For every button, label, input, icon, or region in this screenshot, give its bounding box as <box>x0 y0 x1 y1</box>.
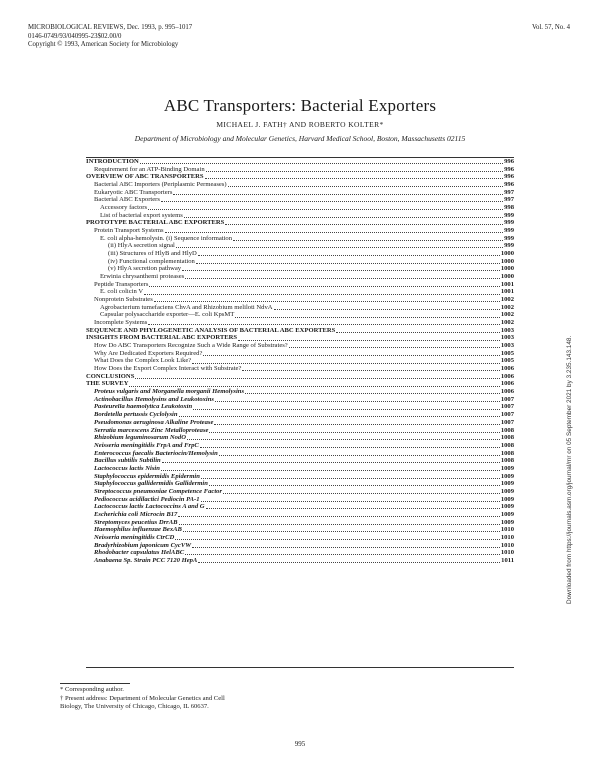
toc-leader-dots <box>140 163 503 164</box>
toc-leader-dots <box>183 531 500 532</box>
toc-leader-dots <box>179 416 500 417</box>
toc-entry-label: (iii) Structures of HlyB and HlyD <box>108 250 197 258</box>
toc-entry-label: Protein Transport Systems <box>94 227 164 235</box>
toc-entry <box>86 296 514 304</box>
toc-entry-page: 1007 <box>500 403 514 411</box>
toc-entry-label: Capsular polysaccharide exporter—E. coli KpsMT <box>100 311 235 319</box>
toc-leader-dots <box>233 240 503 241</box>
toc-leader-dots <box>198 562 500 563</box>
toc-entry-label: Rhodobacter capsulatus HelABC <box>94 549 185 557</box>
toc-leader-dots <box>205 178 504 179</box>
toc-entry-page: 1008 <box>500 426 514 434</box>
toc-entry-label: Pediococcus acidilactici Pediocin PA-1 <box>94 495 200 503</box>
toc-entry <box>86 526 514 534</box>
toc-leader-dots <box>214 424 499 425</box>
toc-leader-dots <box>336 332 499 333</box>
toc-leader-dots <box>206 508 500 509</box>
toc-entry-label: Lactococcus lactis Nisin <box>94 464 160 472</box>
volume-number: Vol. 57, No. 4 <box>531 24 570 31</box>
toc-entry-page: 1009 <box>500 495 514 503</box>
footnotes <box>60 686 225 712</box>
toc-entry-label: Enterococcus faecalis Bacteriocin/Hemolysin <box>94 449 218 457</box>
toc-entry <box>86 158 514 166</box>
toc-entry <box>86 181 514 189</box>
toc-entry-page: 1007 <box>500 395 514 403</box>
toc-leader-dots <box>162 462 500 463</box>
toc-leader-dots <box>161 201 503 202</box>
toc-leader-dots <box>144 294 500 295</box>
toc-entry-page: 997 <box>504 196 514 204</box>
toc-leader-dots <box>206 171 503 172</box>
toc-entry-page: 1001 <box>500 280 514 288</box>
toc-leader-dots <box>148 209 503 210</box>
toc-leader-dots <box>192 547 500 548</box>
toc-entry-page: 999 <box>504 219 514 227</box>
toc-entry-label: Accessory factors <box>100 204 148 212</box>
toc-entry-label: Staphylococcus epidermidis Epidermin <box>94 472 200 480</box>
toc-leader-dots <box>179 524 500 525</box>
toc-entry-label: Neisseria meningitidis CtrCD <box>94 533 175 541</box>
toc-leader-dots <box>178 516 499 517</box>
toc-entry-label: Peptide Transporters <box>94 280 149 288</box>
toc-entry <box>86 304 514 312</box>
toc-bottom-rule <box>86 667 514 668</box>
toc-entry-label: Streptomyces peucetius DrrAB <box>94 518 178 526</box>
toc-entry <box>86 219 514 227</box>
toc-entry-label: Erwinia chrysanthemi proteases <box>100 273 185 281</box>
toc-leader-dots <box>203 355 499 356</box>
toc-entry-label: Proteus vulgaris and Morganella morganii Hemolysins <box>94 388 245 396</box>
toc-entry <box>86 258 514 266</box>
toc-entry-page: 1009 <box>500 487 514 495</box>
toc-entry-page: 997 <box>504 188 514 196</box>
toc-entry <box>86 311 514 319</box>
toc-leader-dots <box>198 255 500 256</box>
table-of-contents <box>86 158 514 565</box>
toc-entry-page: 1006 <box>500 388 514 396</box>
journal-header <box>28 24 192 50</box>
toc-entry <box>86 227 514 235</box>
toc-entry-page: 1007 <box>500 411 514 419</box>
toc-leader-dots <box>201 478 500 479</box>
toc-entry <box>86 373 514 381</box>
toc-entry <box>86 473 514 481</box>
toc-entry-label: E. coli alpha-hemolysin. (i) Sequence information <box>100 234 233 242</box>
toc-entry <box>86 189 514 197</box>
toc-entry-label: PROTOTYPE BACTERIAL ABC EXPORTERS <box>86 219 225 227</box>
toc-entry-label: Neisseria meningitidis FrpA and FrpC <box>94 441 199 449</box>
toc-leader-dots <box>192 363 500 364</box>
toc-entry-label: Lactococcus lactis Lactococcins A and G <box>94 503 205 511</box>
toc-entry-page: 999 <box>504 234 514 242</box>
toc-entry-label: Pasteurella haemolytica Leukotoxin <box>94 403 193 411</box>
affiliation: Department of Microbiology and Molecular Genetics, Harvard Medical School, Boston, Massachusetts 02115 <box>134 134 466 143</box>
toc-entry-label: Streptococcus pneumoniae Competence Factor <box>94 487 223 495</box>
toc-entry-page: 1006 <box>500 380 514 388</box>
toc-entry <box>86 327 514 335</box>
toc-entry-label: (iv) Functional complementation <box>108 257 195 265</box>
toc-leader-dots <box>185 554 500 555</box>
toc-leader-dots <box>187 439 500 440</box>
toc-entry <box>86 450 514 458</box>
toc-entry-label: INSIGHTS FROM BACTERIAL ABC EXPORTERS <box>86 334 238 342</box>
toc-entry-label: Bacillus subtilis Subtilin <box>94 457 161 465</box>
toc-entry-page: 999 <box>504 211 514 219</box>
toc-entry <box>86 503 514 511</box>
toc-entry-page: 1008 <box>500 434 514 442</box>
toc-leader-dots <box>209 485 500 486</box>
toc-entry-label: Agrobacterium tumefaciens ChvA and Rhizobium meliloti NdvA <box>100 303 273 311</box>
article-title: ABC Transporters: Bacterial Exporters <box>163 96 437 115</box>
toc-entry-label: Serratia marcescens Zinc Metalloprotease <box>94 426 209 434</box>
toc-entry-page: 996 <box>504 181 514 188</box>
toc-entry <box>86 250 514 258</box>
toc-entry-page: 1002 <box>500 303 514 311</box>
toc-entry-page: 1008 <box>500 457 514 465</box>
toc-leader-dots <box>175 539 500 540</box>
toc-leader-dots <box>161 470 500 471</box>
toc-leader-dots <box>235 317 500 318</box>
toc-leader-dots <box>196 263 500 264</box>
toc-entry-page: 1007 <box>500 418 514 426</box>
toc-entry-page: 999 <box>504 227 514 235</box>
toc-entry-label: Eukaryotic ABC Transporters <box>94 188 173 196</box>
toc-leader-dots <box>182 270 500 271</box>
toc-entry-label: (ii) HlyA secretion signal <box>108 242 175 250</box>
toc-entry-label: SEQUENCE AND PHYLOGENETIC ANALYSIS OF BACTERIAL ABC EXPORTERS <box>86 326 336 334</box>
toc-leader-dots <box>149 286 499 287</box>
toc-leader-dots <box>209 432 499 433</box>
toc-entry-page: 1009 <box>500 518 514 526</box>
toc-entry <box>86 281 514 289</box>
toc-entry-page: 996 <box>504 173 514 181</box>
toc-entry-page: 1003 <box>500 342 514 350</box>
journal-issn: 0146-0749/93/040995-23$02.00/0 <box>28 32 122 40</box>
toc-entry <box>86 396 514 404</box>
toc-entry <box>86 273 514 281</box>
toc-entry-label: Bacterial ABC Importers (Periplasmic Permeases) <box>94 181 227 188</box>
journal-citation: MICROBIOLOGICAL REVIEWS, Dec. 1993, p. 995–1017 <box>28 24 193 31</box>
footnote-corresponding: * Corresponding author. <box>60 686 124 693</box>
toc-entry-label: Bacterial ABC Exporters <box>94 196 160 204</box>
toc-entry-label: Nonprotein Substrates <box>94 296 153 304</box>
toc-entry-page: 1006 <box>500 372 514 380</box>
toc-leader-dots <box>154 301 500 302</box>
toc-entry-label: What Does the Complex Look Like? <box>94 357 192 365</box>
page-number: 995 <box>294 740 306 748</box>
toc-entry-page: 1010 <box>500 533 514 541</box>
toc-entry <box>86 549 514 557</box>
toc-entry <box>86 204 514 212</box>
toc-entry-page: 1002 <box>500 311 514 319</box>
toc-entry <box>86 350 514 358</box>
toc-entry-page: 1010 <box>500 526 514 534</box>
toc-entry-label: Bradyrhizobium japonicum CycVW <box>94 541 192 549</box>
toc-leader-dots <box>245 393 500 394</box>
toc-leader-dots <box>129 386 499 387</box>
toc-entry <box>86 365 514 373</box>
toc-leader-dots <box>228 186 504 187</box>
toc-entry <box>86 357 514 365</box>
toc-entry <box>86 212 514 220</box>
toc-leader-dots <box>184 217 503 218</box>
toc-leader-dots <box>193 409 500 410</box>
toc-entry-label: THE SURVEY <box>86 380 129 388</box>
toc-entry <box>86 419 514 427</box>
toc-entry-page: 999 <box>504 242 514 250</box>
toc-entry-page: 1000 <box>500 273 514 281</box>
toc-entry-page: 1010 <box>500 541 514 549</box>
toc-entry <box>86 380 514 388</box>
toc-entry-page: 1009 <box>500 472 514 480</box>
toc-entry-label: Requirement for an ATP-Binding Domain <box>94 165 205 173</box>
toc-entry-page: 1009 <box>500 510 514 518</box>
toc-entry-page: 1009 <box>500 480 514 488</box>
footnote-address: † Present address: Department of Molecular Genetics and Cell <box>60 694 225 702</box>
toc-entry <box>86 434 514 442</box>
footnote-rule <box>60 683 130 684</box>
toc-entry <box>86 427 514 435</box>
toc-entry <box>86 542 514 550</box>
toc-entry-page: 1006 <box>500 365 514 373</box>
toc-entry <box>86 519 514 527</box>
toc-entry-label: Pseudomonas aeruginosa Alkaline Protease <box>94 418 214 426</box>
toc-entry <box>86 457 514 465</box>
toc-leader-dots <box>274 309 500 310</box>
toc-entry-page: 1001 <box>500 288 514 296</box>
toc-entry-label: CONCLUSIONS <box>86 372 135 380</box>
toc-leader-dots <box>225 224 503 225</box>
toc-leader-dots <box>238 340 500 341</box>
toc-entry-label: Bordetella pertussis Cyclolysin <box>94 411 178 419</box>
toc-entry <box>86 265 514 273</box>
toc-entry-label: (v) HlyA secretion pathway <box>108 265 182 273</box>
toc-entry-page: 1003 <box>500 334 514 342</box>
toc-leader-dots <box>201 501 500 502</box>
toc-entry-page: 1008 <box>500 449 514 457</box>
toc-leader-dots <box>176 247 503 248</box>
toc-leader-dots <box>165 232 503 233</box>
toc-entry-label: Staphylococcus gallidermidis Gallidermin <box>94 480 208 488</box>
toc-entry-label: Haemophilus influenzae BexAB <box>94 526 182 534</box>
toc-leader-dots <box>135 378 499 379</box>
toc-entry-label: OVERVIEW OF ABC TRANSPORTERS <box>86 173 204 181</box>
toc-leader-dots <box>200 447 500 448</box>
download-watermark: Downloaded from https://journals.asm.org/journal/mr on 05 September 2021 by 3.235.143.148. <box>566 335 573 604</box>
toc-entry <box>86 242 514 250</box>
toc-entry <box>86 166 514 174</box>
toc-leader-dots <box>148 324 500 325</box>
toc-entry <box>86 342 514 350</box>
toc-entry <box>86 488 514 496</box>
toc-entry-page: 1002 <box>500 296 514 304</box>
copyright: Copyright © 1993, American Society for Microbiology <box>28 41 179 49</box>
toc-entry-page: 1008 <box>500 441 514 449</box>
toc-entry <box>86 465 514 473</box>
toc-entry-label: Why Are Dedicated Exporters Required? <box>94 349 203 357</box>
toc-entry-page: 1003 <box>500 326 514 334</box>
toc-entry-page: 996 <box>504 158 514 165</box>
toc-entry-label: Anabaena Sp. Strain PCC 7120 HepA <box>94 556 198 564</box>
toc-entry <box>86 235 514 243</box>
toc-entry-page: 1005 <box>500 349 514 357</box>
toc-leader-dots <box>223 493 500 494</box>
toc-entry-label: Actinobacillus Hemolysins and Leukotoxins <box>94 395 214 403</box>
toc-entry-page: 998 <box>504 204 514 212</box>
toc-entry <box>86 411 514 419</box>
toc-leader-dots <box>173 194 503 195</box>
toc-entry-label: List of bacterial export systems <box>100 211 183 219</box>
toc-entry <box>86 173 514 181</box>
toc-leader-dots <box>242 370 499 371</box>
toc-entry <box>86 557 514 565</box>
toc-entry <box>86 319 514 327</box>
toc-entry-page: 1010 <box>500 549 514 557</box>
toc-leader-dots <box>289 347 500 348</box>
toc-entry <box>86 534 514 542</box>
toc-entry-page: 1002 <box>500 319 514 327</box>
toc-entry-label: Rhizobium leguminosarum NodO <box>94 434 186 442</box>
authors: MICHAEL J. FATH† AND ROBERTO KOLTER* <box>216 120 384 129</box>
toc-entry <box>86 404 514 412</box>
toc-entry <box>86 496 514 504</box>
toc-entry-page: 1000 <box>500 250 514 258</box>
toc-entry-page: 1000 <box>500 265 514 273</box>
toc-entry-label: How Do ABC Transporters Recognize Such a Wide Range of Substrates? <box>94 342 288 350</box>
toc-entry-page: 1009 <box>500 464 514 472</box>
toc-entry-page: 996 <box>504 165 514 173</box>
toc-entry-label: How Does the Export Complex Interact with Substrate? <box>94 365 242 373</box>
toc-entry-label: Escherichia coli Microcin B17 <box>94 510 178 518</box>
toc-entry-page: 1000 <box>500 257 514 265</box>
toc-leader-dots <box>219 455 500 456</box>
toc-entry <box>86 334 514 342</box>
toc-entry <box>86 442 514 450</box>
toc-entry-page: 1005 <box>500 357 514 365</box>
toc-entry-label: Incomplete Systems <box>94 319 148 327</box>
toc-entry-page: 1011 <box>501 556 514 564</box>
toc-entry <box>86 480 514 488</box>
toc-entry <box>86 196 514 204</box>
toc-entry-page: 1009 <box>500 503 514 511</box>
toc-entry-label: E. coli colicin V <box>100 288 144 296</box>
toc-entry <box>86 511 514 519</box>
toc-entry <box>86 388 514 396</box>
toc-entry <box>86 288 514 296</box>
toc-entry-label: INTRODUCTION <box>86 158 139 165</box>
toc-leader-dots <box>215 401 500 402</box>
footnote-address-cont: Biology, The University of Chicago, Chicago, IL 60637. <box>60 703 209 711</box>
toc-leader-dots <box>185 278 500 279</box>
